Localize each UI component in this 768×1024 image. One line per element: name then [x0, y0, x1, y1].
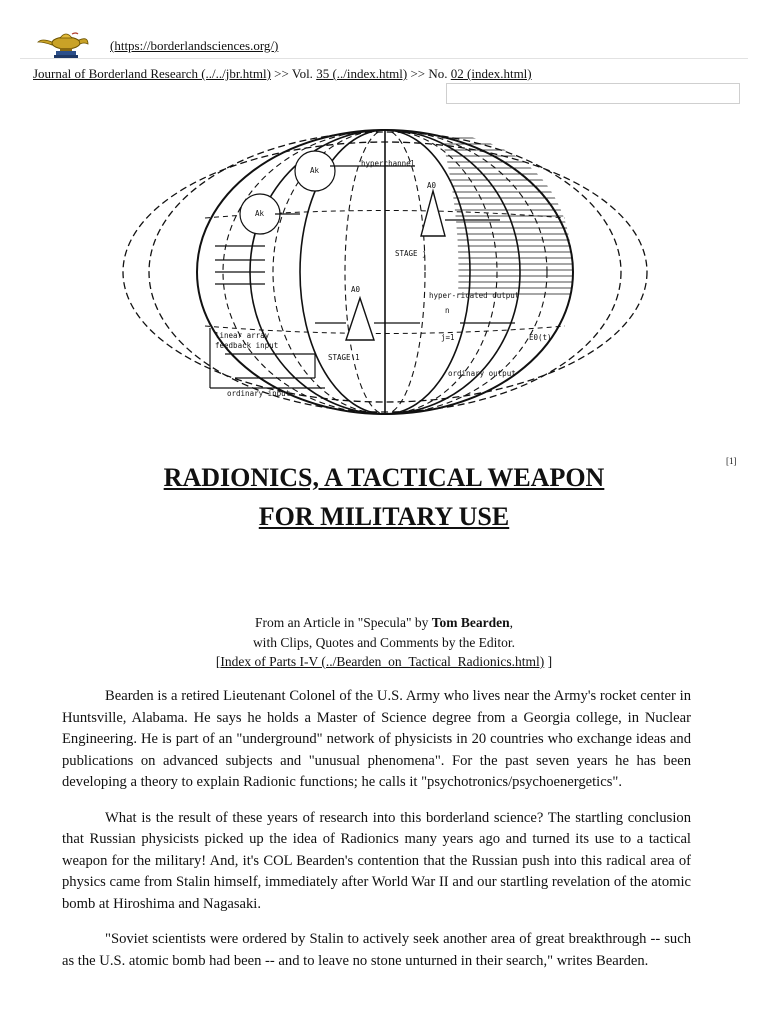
- index-line: [0, 652, 768, 672]
- search-input[interactable]: [446, 83, 740, 104]
- breadcrumb-separator: >> No.: [407, 66, 451, 81]
- breadcrumb: [33, 66, 532, 82]
- byline-author: Tom Bearden: [431, 615, 510, 630]
- diagram-label: STAGE j: [395, 249, 427, 258]
- diagram-label: Ak: [310, 166, 320, 175]
- radionics-diagram-figure: [115, 108, 655, 436]
- diagram-label: A0: [351, 285, 361, 294]
- genie-lamp-icon[interactable]: [36, 30, 90, 60]
- diagram-label: hyperchannel: [361, 159, 416, 168]
- diagram-label: ordinary output: [448, 369, 516, 378]
- footnote-reference-link[interactable]: [1]: [726, 456, 737, 466]
- diagram-label: feedback input: [215, 341, 279, 350]
- diagram-label: STAGE 1: [328, 353, 360, 362]
- diagram-label: E0(t): [529, 333, 552, 342]
- byline-line: [0, 613, 768, 633]
- article-body: [62, 686, 691, 986]
- site-header: [20, 30, 748, 59]
- article-byline: [0, 613, 768, 672]
- diagram-label: A0: [427, 181, 437, 190]
- article-paragraph: What is the result of these years of research into this borderland science? The startling conclusion that Russian physicists picked up the idea of Radionics many years ago and turned its use to a tactical weapon for the military! And, it's COL Bearden's contention that the Russian push into this radical area of physics came from Stalin himself, immediately after World War II and our startling revelation of the atomic bomb at Hiroshima and Nagasaki.: [62, 809, 691, 912]
- byline-suffix: ,: [509, 615, 513, 630]
- diagram-label: hyper-ricated output: [429, 291, 520, 300]
- index-of-parts-link[interactable]: Index of Parts I-V (../Bearden_on_Tactical_Radionics.html): [220, 654, 545, 669]
- article-title: [0, 458, 768, 536]
- article-paragraph: Bearden is a retired Lieutenant Colonel of the U.S. Army who lives near the Army's rocket center in Huntsville, Alabama. He says he holds a Master of Science degree from a Georgia college, in Nuclear Engineering. He is part of an "underground" network of physicists in 20 countries who exchange ideas and publications on advanced subjects and "unusual phenomena". For the past seven years he has been developing a theory to explain Radionic functions; he calls it "psychotronics/psychoenergetics".: [62, 688, 691, 790]
- index-close-bracket: ]: [544, 654, 553, 669]
- article-title-line: RADIONICS, A TACTICAL WEAPON: [163, 463, 605, 492]
- article-title-line: FOR MILITARY USE: [258, 502, 510, 531]
- breadcrumb-separator: >> Vol.: [270, 66, 317, 81]
- breadcrumb-volume-link[interactable]: 35 (../index.html): [316, 66, 408, 81]
- byline-prefix: From an Article in "Specula" by: [254, 615, 432, 630]
- diagram-label: Ak: [255, 209, 265, 218]
- diagram-label: linear array: [215, 331, 270, 340]
- byline-editor-line: with Clips, Quotes and Comments by the Editor.: [252, 634, 516, 650]
- diagram-label: n: [445, 306, 450, 315]
- breadcrumb-issue-link[interactable]: 02 (index.html): [450, 66, 532, 81]
- diagram-label: j=1: [441, 333, 455, 342]
- breadcrumb-journal-link[interactable]: Journal of Borderland Research (../../jbr.html): [33, 66, 271, 81]
- article-paragraph: "Soviet scientists were ordered by Stalin to actively seek another area of great breakthrough -- such as the U.S. atomic bomb had been -- and to leave no stone unturned in their search," writes Bearden.: [62, 931, 691, 969]
- index-open-bracket: [: [215, 654, 221, 669]
- site-home-link[interactable]: (https://borderlandsciences.org/): [110, 38, 279, 53]
- diagram-label: ordinary input: [227, 389, 291, 398]
